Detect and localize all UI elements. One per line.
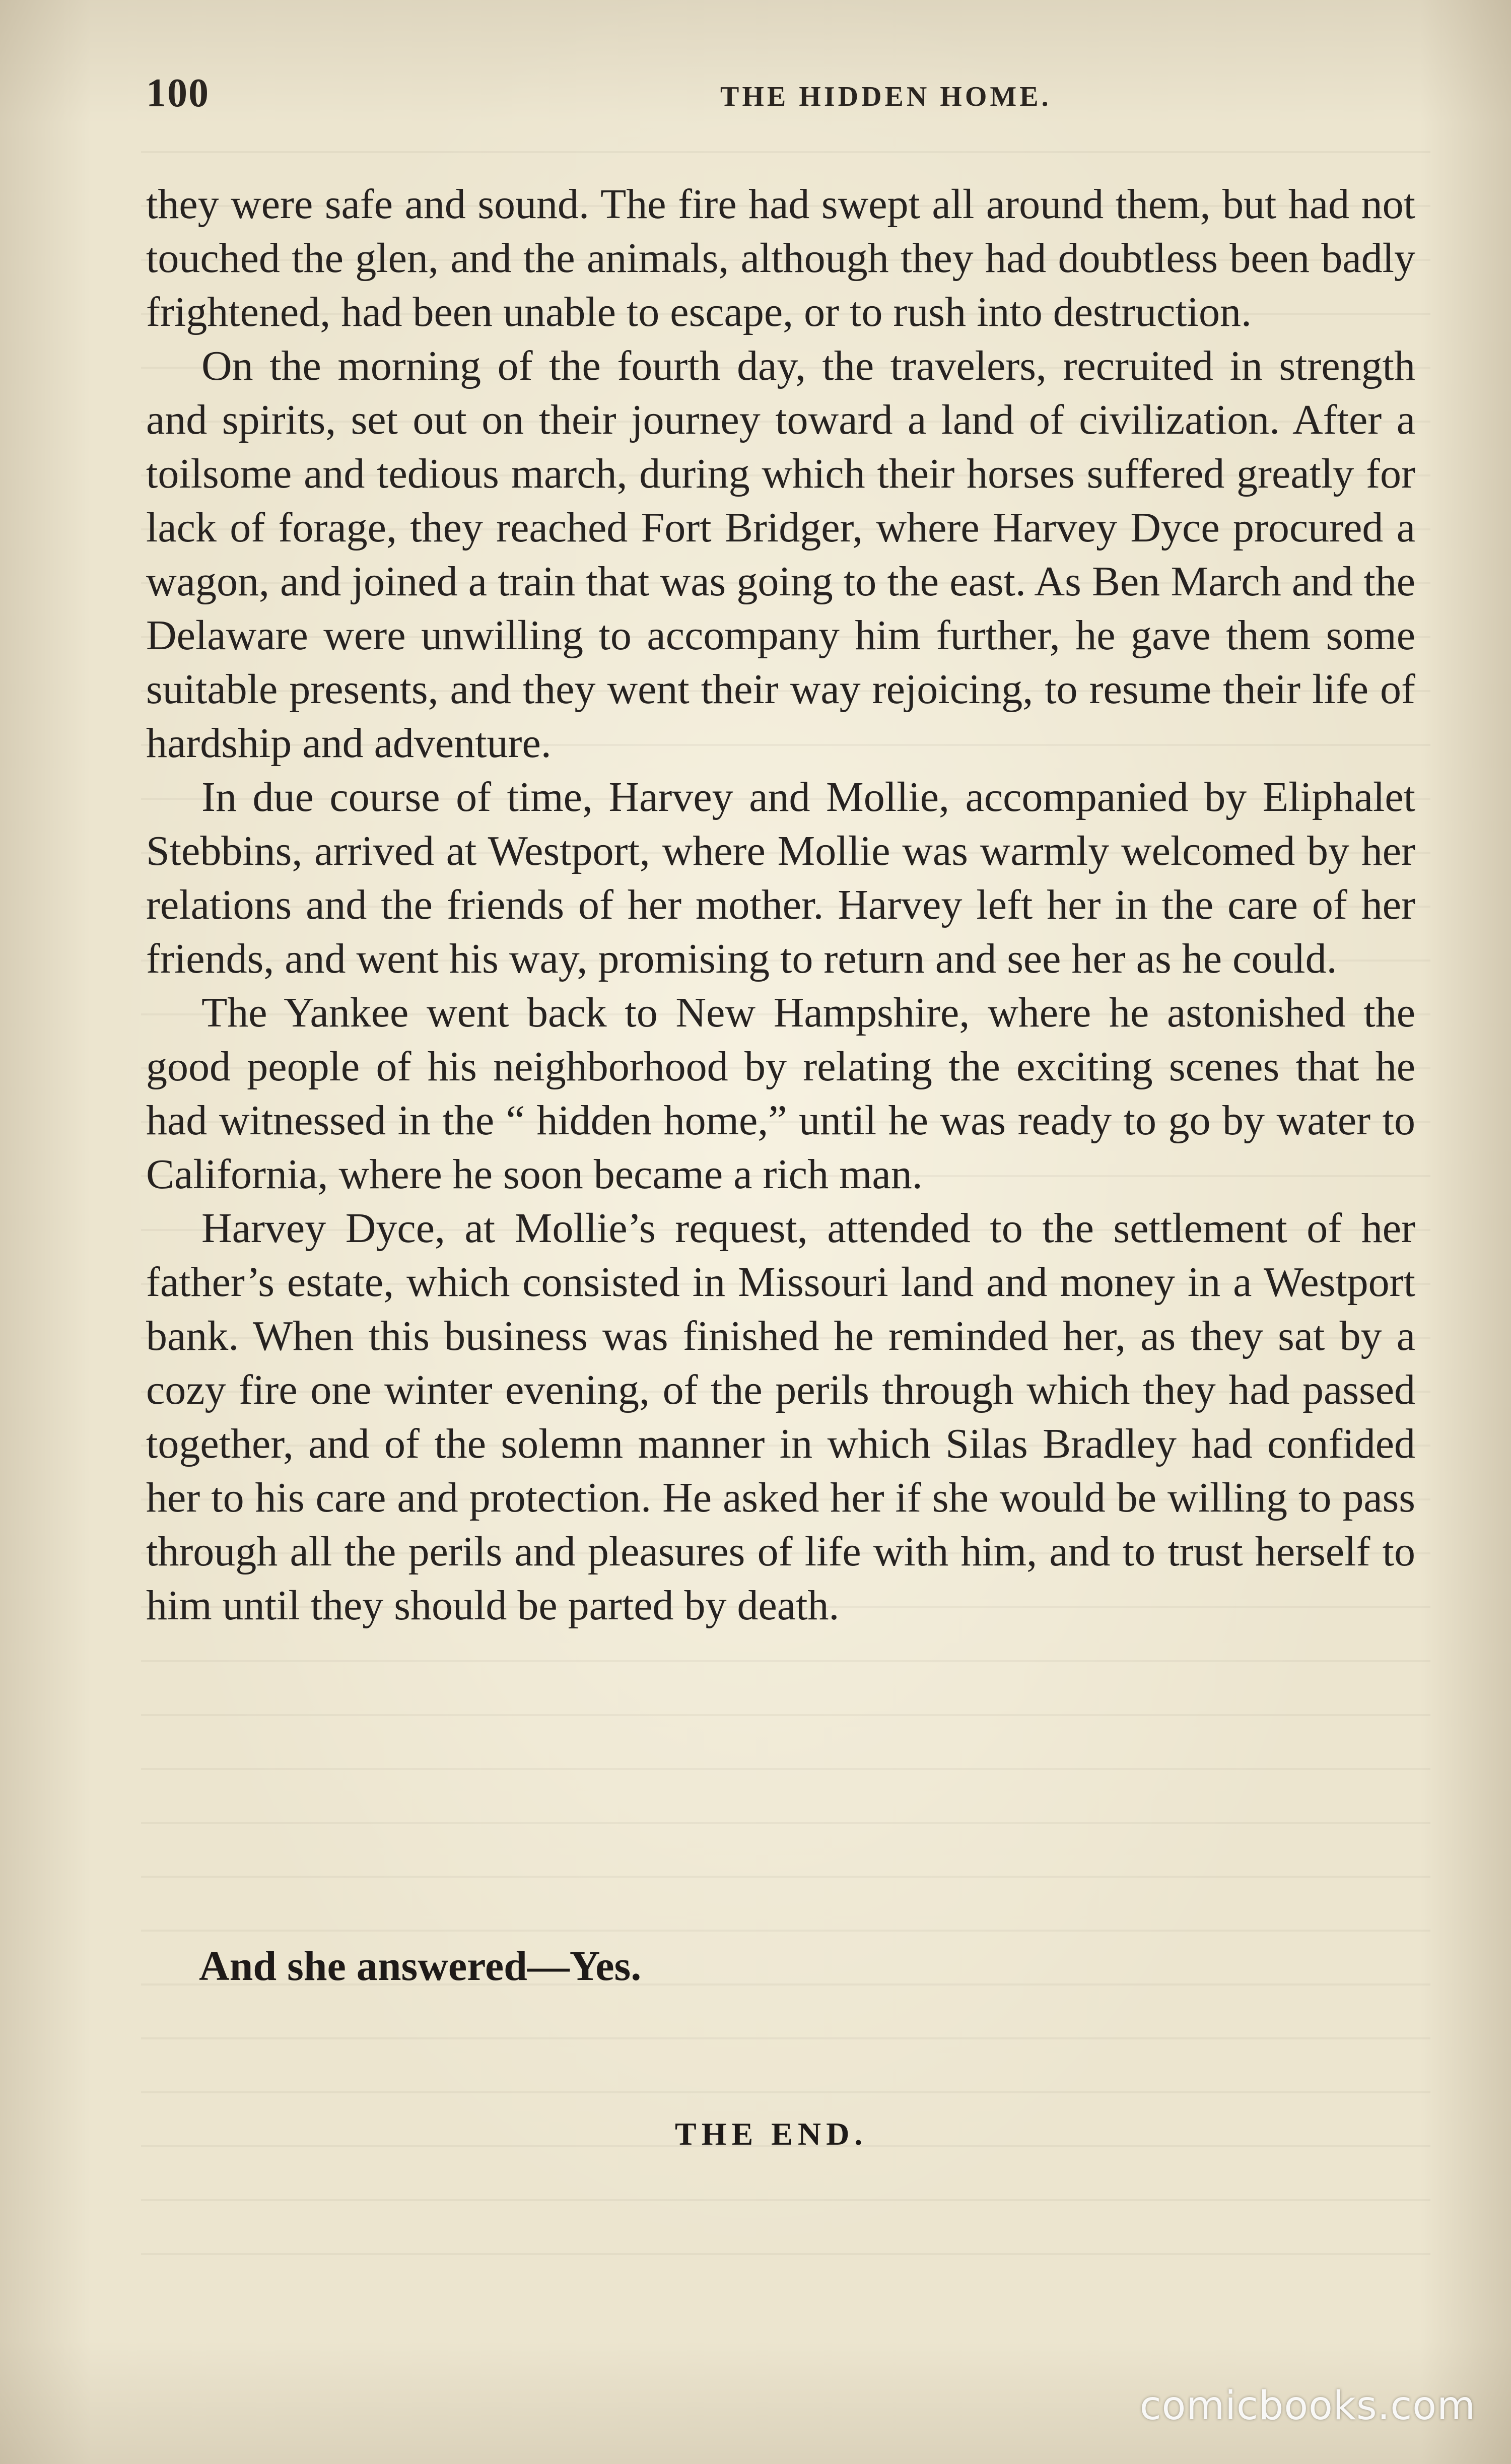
paragraph: In due course of time, Harvey and Mollie, accompanied by Eliphalet Stebbins, arrived at Westport, where Mollie was warmly welcomed by her relations and the friends of her mother. Harvey left her in the care of her friends, and went his way, promising to return and see her as he could. [146,774,1415,982]
paragraph: The Yankee went back to New Hampshire, where he astonished the good people of his neighborhood by relating the exciting scenes that he had witnessed in the “ hidden home,” until he was ready to go by water to California, where he soon became a rich man. [146,989,1415,1198]
paragraph: On the morning of the fourth day, the travelers, recruited in strength and spirits, set out on their journey toward a land of civilization. After a toilsome and tedious march, during which their horses suffered greatly for lack of forage, they reached Fort Bridger, where Harvey Dyce procured a wagon, and joined a train that was going to the east. As Ben March and the Delaware were unwilling to accompany him further, he gave them some suitable presents, and they went their way rejoicing, to resume their life of hardship and adventure. [146,343,1415,767]
body-text [146,177,1415,1632]
paragraph: they were safe and sound. The fire had swept all around them, but had not touched the glen, and the animals, although they had doubtless been badly frightened, had been unable to escape, or to rush into destruction. [146,181,1415,335]
the-end: THE END. [675,2116,868,2152]
closing-line: And she answered—Yes. [199,1943,642,1990]
paragraph: Harvey Dyce, at Mollie’s request, attended to the settlement of her father’s estate, which consisted in Missouri land and money in a Westport bank. When this business was finished he reminded her, as they sat by a cozy fire one winter evening, of the perils through which they had passed together, and of the solemn manner in which Silas Bradley had confided her to his care and protection. He asked her if she would be willing to pass through all the perils and pleasures of life with him, and to trust herself to him until they should be parted by death. [146,1205,1415,1629]
watermark: comicbooks.com [1139,2383,1476,2429]
page-number: 100 [146,71,210,115]
running-head: THE HIDDEN HOME. [720,81,1052,112]
page-header [146,71,1415,126]
